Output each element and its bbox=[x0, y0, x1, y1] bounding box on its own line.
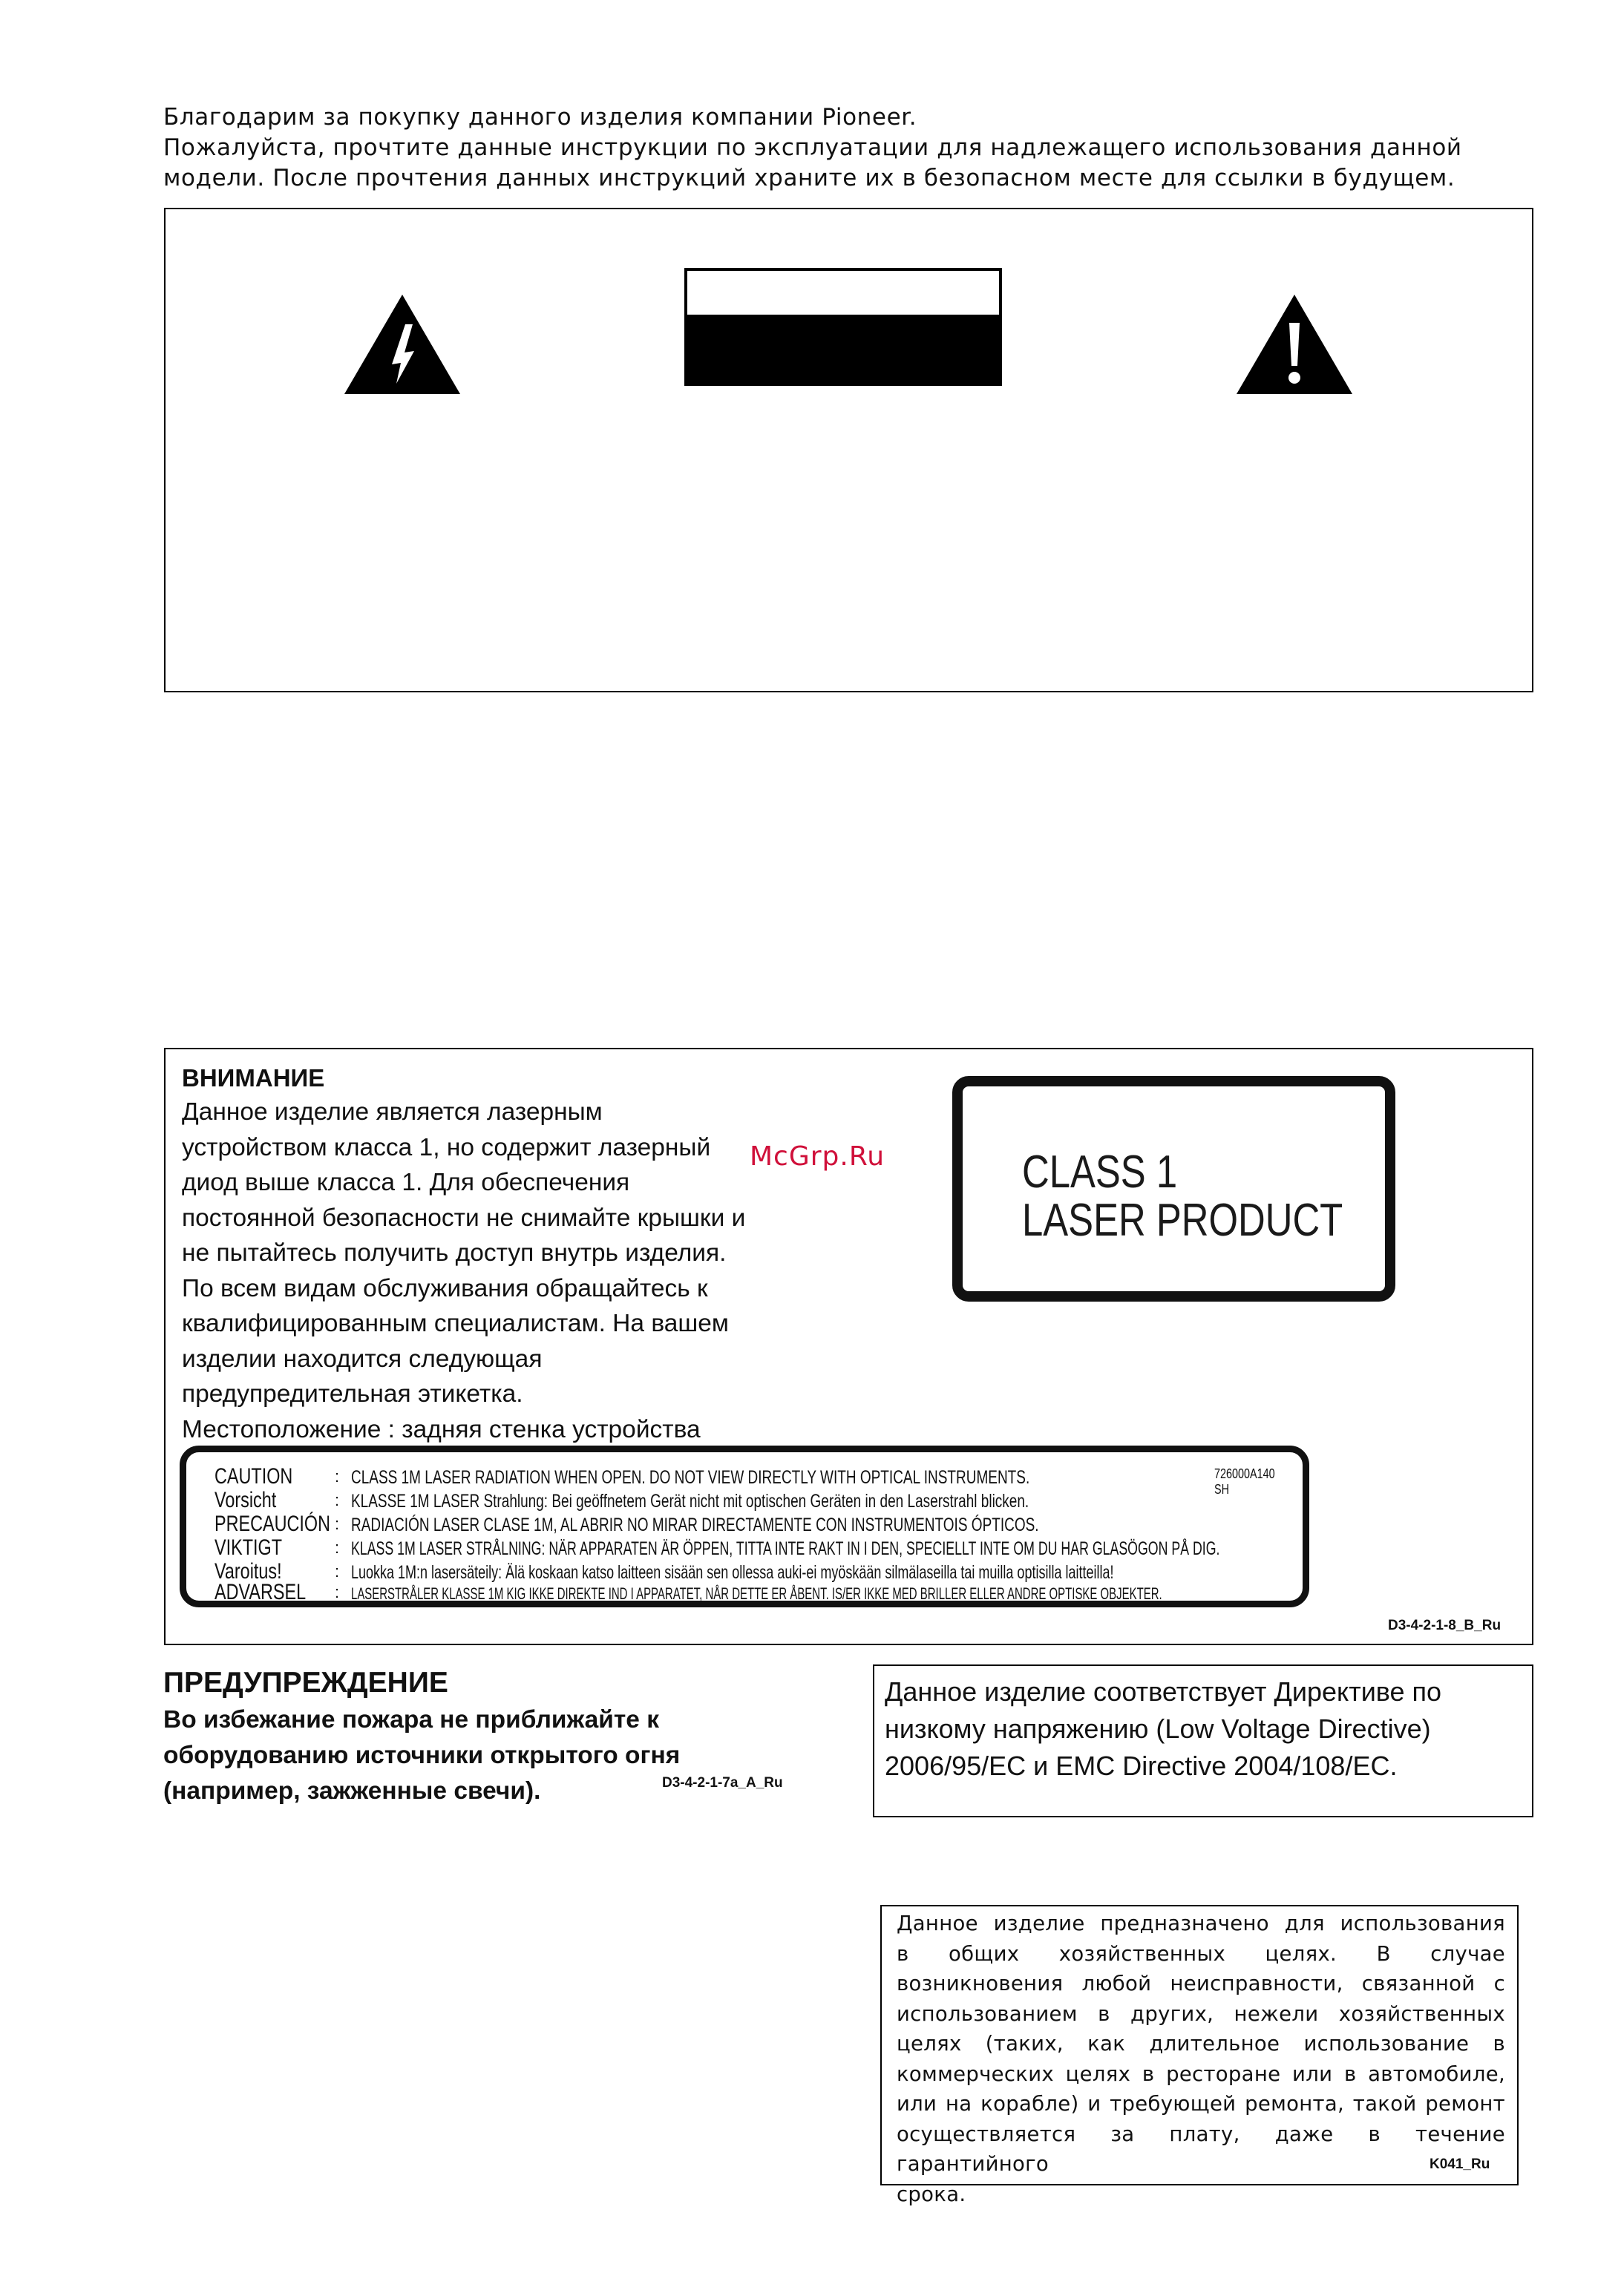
warning-lang: Varoitus! bbox=[215, 1559, 282, 1584]
household-line: целях (таких, как длительное использование в bbox=[897, 2032, 1505, 2056]
household-line: срока. bbox=[897, 2182, 966, 2206]
intro-text bbox=[163, 102, 1551, 194]
laser-line: изделии находится следующая bbox=[182, 1345, 543, 1373]
fire-warning-line: оборудованию источники открытого огня bbox=[163, 1742, 681, 1769]
warning-text: Luokka 1M:n lasersäteily: Älä koskaan katso laitteen sisään sen ollessa auki-ei myöskään silmälaseilla tai muilla optisilla laitteilla! bbox=[351, 1562, 1114, 1583]
laser-line: Местоположение : задняя стенка устройства bbox=[182, 1415, 701, 1443]
intro-line: Пожалуйста, прочтите данные инструкции по эксплуатации для надлежащего использования данной bbox=[163, 134, 1462, 161]
lvd-line: 2006/95/EC и EMC Directive 2004/108/EC. bbox=[885, 1751, 1398, 1781]
watermark: McGrp.Ru bbox=[750, 1141, 885, 1172]
fire-warning-line: Во избежание пожара не приближайте к bbox=[163, 1706, 659, 1734]
laser-code: D3-4-2-1-8_B_Ru bbox=[1388, 1618, 1502, 1633]
laser-line: постоянной безопасности не снимайте крышки и bbox=[182, 1204, 746, 1232]
laser-text bbox=[182, 1095, 835, 1447]
household-line: в общих хозяйственных целях. В случае bbox=[897, 1941, 1505, 1966]
laser-radiation-label bbox=[180, 1446, 1309, 1607]
laser-line: Данное изделие является лазерным bbox=[182, 1098, 603, 1126]
lvd-text bbox=[885, 1673, 1523, 1785]
exclamation-warning-icon bbox=[1235, 293, 1354, 397]
household-line: Данное изделие предназначено для использования bbox=[897, 1912, 1505, 1935]
warning-colon: : bbox=[335, 1515, 340, 1533]
household-line: коммерческих целях в ресторане или в автомобиле, bbox=[897, 2062, 1505, 2086]
warning-text: RADIACIÓN LASER CLASE 1M, AL ABRIR NO MIRAR DIRECTAMENTE CON INSTRUMENTOIS ÓPTICOS. bbox=[351, 1515, 1039, 1535]
label-code: 726000A140 SH bbox=[1214, 1466, 1275, 1497]
household-text bbox=[897, 1909, 1505, 2209]
warning-colon: : bbox=[335, 1538, 340, 1557]
lvd-line: Данное изделие соответствует Директиве по bbox=[885, 1676, 1442, 1707]
laser-line: предупредительная этикетка. bbox=[182, 1380, 523, 1408]
caution-label bbox=[684, 268, 1002, 386]
household-line: возникновения любой неисправности, связанной с bbox=[897, 1972, 1505, 1995]
household-line: использованием в других, нежели хозяйственных bbox=[897, 2001, 1505, 2026]
warning-lang: PRECAUCIÓN bbox=[215, 1512, 331, 1536]
household-line: осуществляется за плату, даже в течение гарантийного bbox=[897, 2122, 1505, 2176]
warning-colon: : bbox=[335, 1467, 340, 1486]
class1-laser-label bbox=[952, 1076, 1395, 1302]
warning-colon: : bbox=[335, 1562, 340, 1581]
lightning-warning-icon bbox=[343, 293, 462, 397]
laser-line: квалифицированным специалистам. На вашем bbox=[182, 1310, 729, 1337]
warning-lang: VIKTIGT bbox=[215, 1535, 283, 1560]
laser-line: диод выше класса 1. Для обеспечения bbox=[182, 1169, 630, 1196]
warning-lang: CAUTION bbox=[215, 1464, 293, 1489]
fire-warning-text bbox=[163, 1702, 802, 1809]
laser-line: устройством класса 1, но содержит лазерный bbox=[182, 1133, 711, 1161]
warning-colon: : bbox=[335, 1583, 340, 1601]
warning-text: CLASS 1M LASER RADIATION WHEN OPEN. DO NOT VIEW DIRECTLY WITH OPTICAL INSTRUMENTS. bbox=[351, 1467, 1030, 1488]
household-line: или на корабле) и требующей ремонта, такой ремонт bbox=[897, 2092, 1505, 2116]
lvd-line: низкому напряжению (Low Voltage Directive) bbox=[885, 1713, 1431, 1744]
intro-line: модели. После прочтения данных инструкций храните их в безопасном месте для ссылки в будущем. bbox=[163, 165, 1455, 191]
warning-text: LASERSTRÅLER KLASSE 1M KIG IKKE DIREKTE IND I APPARATET, NÅR DETTE ER ÅBENT. IS/ER IKKE MED BRILLER ELLER ANDRE OPTISKE OBJEKTER. bbox=[351, 1584, 1162, 1603]
fire-warning-code: D3-4-2-1-7a_A_Ru bbox=[662, 1775, 783, 1791]
fire-warning-title: ПРЕДУПРЕЖДЕНИЕ bbox=[163, 1667, 448, 1699]
intro-line: Благодарим за покупку данного изделия компании Pioneer. bbox=[163, 104, 917, 131]
laser-line: По всем видам обслуживания обращайтесь к bbox=[182, 1274, 708, 1302]
class-label-line2: LASER PRODUCT bbox=[1022, 1195, 1343, 1246]
warning-lang: ADVARSEL bbox=[215, 1580, 307, 1604]
warning-text: KLASS 1M LASER STRÅLNING: NÄR APPARATEN ÄR ÖPPEN, TITTA INTE RAKT IN I DEN, SPECIELLT INTE OM DU HAR GLASÖGON PÅ DIG. bbox=[351, 1538, 1220, 1559]
caution-label-fill bbox=[687, 315, 999, 383]
laser-title: ВНИМАНИЕ bbox=[182, 1064, 325, 1092]
household-code: K041_Ru bbox=[1430, 2156, 1490, 2172]
warning-colon: : bbox=[335, 1491, 340, 1509]
laser-line: не пытайтесь получить доступ внутрь изделия. bbox=[182, 1239, 727, 1267]
fire-warning-line: (например, зажженные свечи). bbox=[163, 1777, 541, 1805]
warning-text: KLASSE 1M LASER Strahlung: Bei geöffnetem Gerät nicht mit optischen Geräten in den Laserstrahl blicken. bbox=[351, 1491, 1029, 1512]
warning-lang: Vorsicht bbox=[215, 1488, 277, 1512]
class-label-line1: CLASS 1 bbox=[1022, 1147, 1178, 1198]
